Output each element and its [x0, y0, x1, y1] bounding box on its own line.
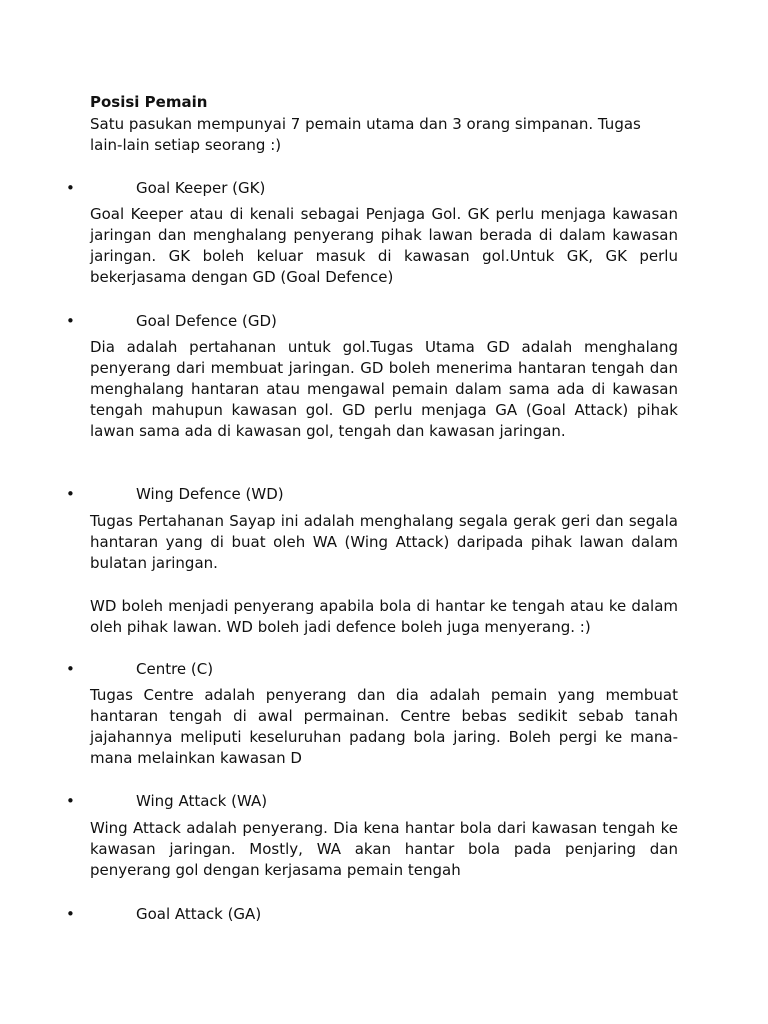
bullet-point: •: [66, 660, 75, 678]
section-heading-goal-attack: Goal Attack (GA): [136, 905, 262, 923]
section-paragraph: Dia adalah pertahanan untuk gol.Tugas Utama GD adalah menghalang penyerang dari membuat jaringan. GD boleh menerima hantaran tengah dan menghalang hantaran atau mengawal pemain dalam sama ada di kawasan tengah mahupun kawasan gol. GD perlu menjaga GA (Goal Attack) pihak lawan sama ada di kawasan gol, tengah dan kawasan jaringan.: [90, 338, 678, 440]
section-paragraph: Goal Keeper atau di kenali sebagai Penjaga Gol. GK perlu menjaga kawasan jaringan dan menghalang penyerang pihak lawan berada di dalam kawasan jaringan. GK boleh keluar masuk di kawasan gol.Untuk GK, GK perlu bekerjasama dengan GD (Goal Defence): [90, 205, 678, 286]
section-paragraph: Tugas Pertahanan Sayap ini adalah menghalang segala gerak geri dan segala hantaran yang di buat oleh WA (Wing Attack) daripada pihak lawan dalam bulatan jaringan.: [90, 512, 678, 572]
section-heading-goal-keeper: Goal Keeper (GK): [136, 179, 266, 197]
section-paragraph: Tugas Centre adalah penyerang dan dia adalah pemain yang membuat hantaran tengah di awal permainan. Centre bebas sedikit sebab tanah jajahannya meliputi keseluruhan padang bola jaring. Boleh pergi ke mana-mana melainkan kawasan D: [90, 686, 678, 767]
section-heading-centre: Centre (C): [136, 660, 214, 678]
section-heading-goal-defence: Goal Defence (GD): [136, 312, 277, 330]
bullet-point: •: [66, 179, 75, 197]
section-heading-wing-attack: Wing Attack (WA): [136, 792, 268, 810]
bullet-point: •: [66, 485, 75, 503]
document-title: Posisi Pemain: [90, 93, 208, 111]
section-paragraph: Wing Attack adalah penyerang. Dia kena hantar bola dari kawasan tengah ke kawasan jaringan. Mostly, WA akan hantar bola pada penjaring dan penyerang gol dengan kerjasama pemain tengah: [90, 819, 678, 879]
section-heading-wing-defence: Wing Defence (WD): [136, 485, 284, 503]
bullet-point: •: [66, 905, 75, 923]
bullet-point: •: [66, 312, 75, 330]
section-paragraph: WD boleh menjadi penyerang apabila bola di hantar ke tengah atau ke dalam oleh pihak lawan. WD boleh jadi defence boleh juga menyerang. :): [90, 597, 678, 636]
intro-paragraph: Satu pasukan mempunyai 7 pemain utama dan 3 orang simpanan. Tugas lain-lain setiap seorang :): [90, 115, 641, 154]
bullet-point: •: [66, 792, 75, 810]
